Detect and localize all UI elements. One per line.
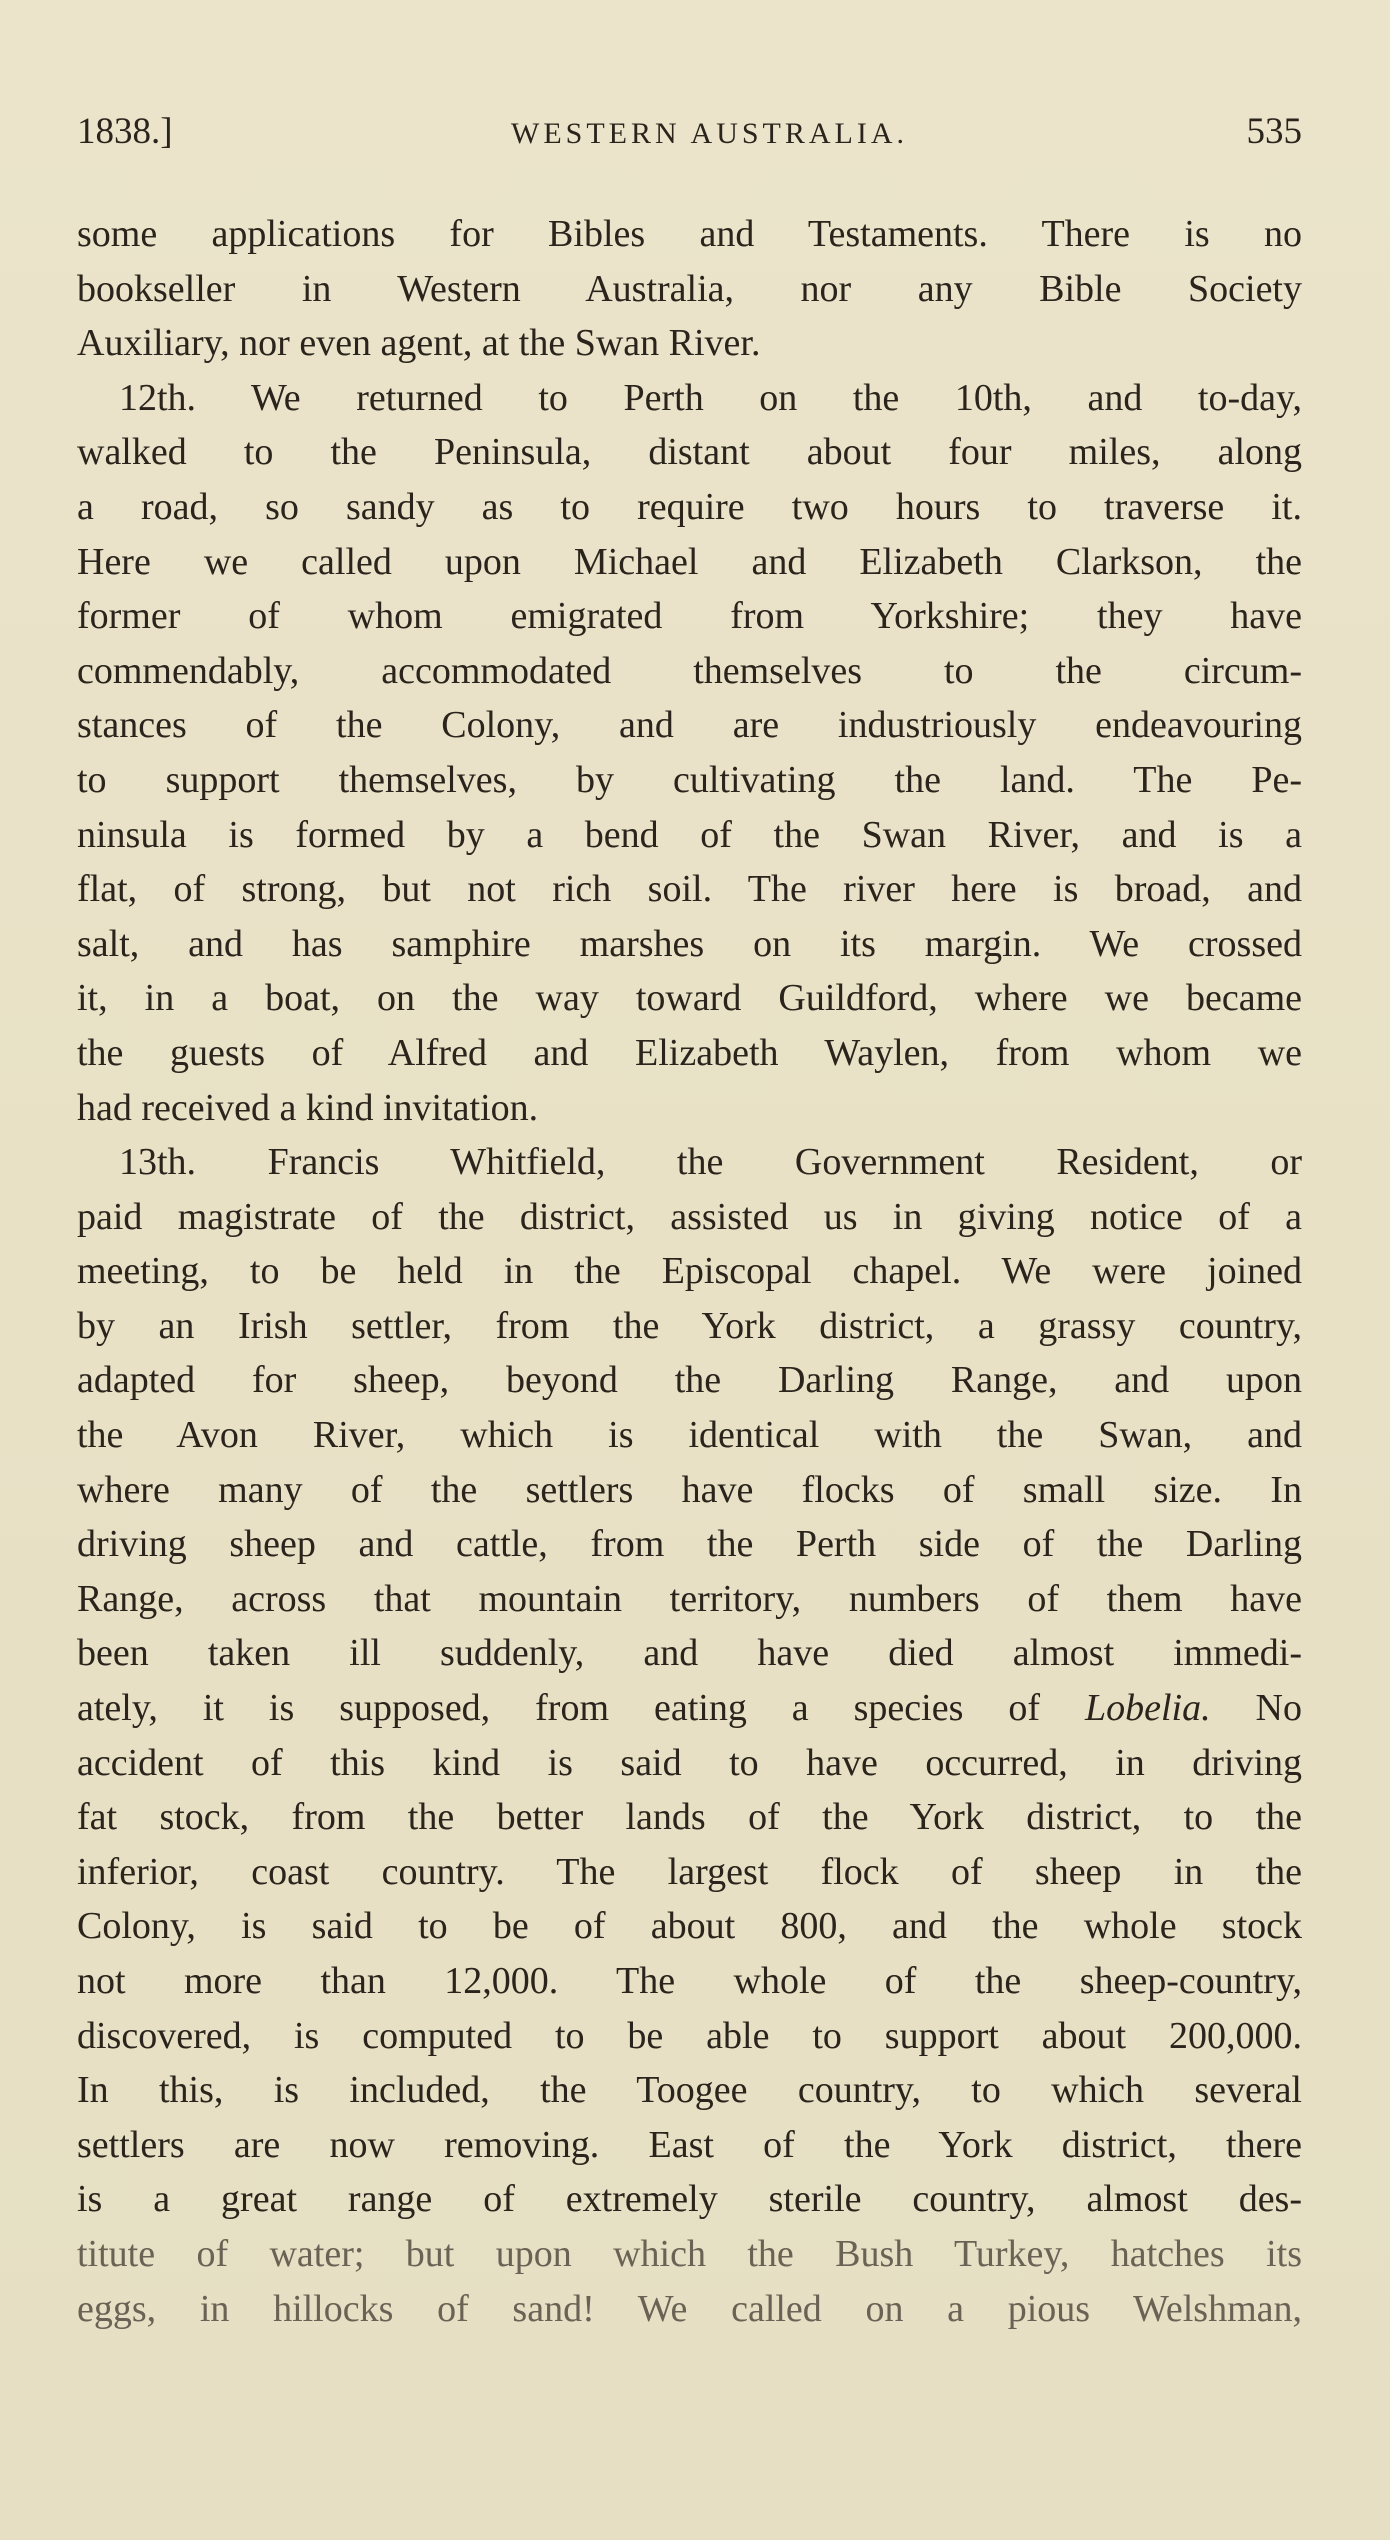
text-line: 12th. We returned to Perth on the 10th, and to-day, xyxy=(119,376,1302,419)
text-line: is a great range of extremely sterile country, almost des- xyxy=(77,2178,1302,2221)
text-line: former of whom emigrated from Yorkshire; they have xyxy=(77,595,1302,638)
text-line: not more than 12,000. The whole of the sheep-country, xyxy=(77,1960,1302,2002)
text-line: Colony, is said to be of about 800, and the whole stock xyxy=(77,1905,1302,1948)
text-line: by an Irish settler, from the York district, a grassy country, xyxy=(77,1304,1302,1347)
text-line: bookseller in Western Australia, nor any Bible Society xyxy=(77,267,1302,310)
text-line: In this, is included, the Toogee country, to which several xyxy=(77,2069,1302,2112)
text-line: the Avon River, which is identical with the Swan, and xyxy=(77,1414,1302,1457)
text-line: had received a kind invitation. xyxy=(77,1086,539,1129)
text-line: been taken ill suddenly, and have died almost immedi- xyxy=(77,1632,1302,1675)
text-line: meeting, to be held in the Episcopal chapel. We were joined xyxy=(77,1250,1302,1293)
text-line: Auxiliary, nor even agent, at the Swan River. xyxy=(77,322,761,365)
text-line: a road, so sandy as to require two hours to traverse it. xyxy=(77,485,1302,528)
body-text xyxy=(77,207,1302,2336)
text-line: fat stock, from the better lands of the York district, to the xyxy=(77,1796,1302,1839)
text-line: accident of this kind is said to have occurred, in driving xyxy=(77,1741,1302,1784)
text-line: to support themselves, by cultivating the land. The Pe- xyxy=(77,758,1302,801)
running-title: WESTERN AUSTRALIA. xyxy=(511,117,909,150)
text-line xyxy=(77,1681,1302,1736)
text-line: Here we called upon Michael and Elizabeth Clarkson, the xyxy=(77,540,1302,583)
text-line: settlers are now removing. East of the York district, there xyxy=(77,2123,1302,2166)
text-run: ately, it is supposed, from eating a species of xyxy=(77,1687,1085,1730)
text-line: the guests of Alfred and Elizabeth Waylen, from whom we xyxy=(77,1031,1302,1074)
text-line: walked to the Peninsula, distant about four miles, along xyxy=(77,431,1302,474)
text-line: ninsula is formed by a bend of the Swan River, and is a xyxy=(77,813,1302,856)
text-line: Range, across that mountain territory, numbers of them have xyxy=(77,1577,1302,1620)
text-line: driving sheep and cattle, from the Perth side of the Darling xyxy=(77,1523,1302,1566)
page-number: 535 xyxy=(1246,111,1302,152)
text-line: inferior, coast country. The largest flock of sheep in the xyxy=(77,1850,1302,1893)
text-line: discovered, is computed to be able to support about 200,000. xyxy=(77,2014,1302,2057)
text-run: No xyxy=(1210,1687,1303,1730)
text-line: paid magistrate of the district, assisted us in giving notice of a xyxy=(77,1195,1302,1238)
text-line: stances of the Colony, and are industriously endeavouring xyxy=(77,704,1302,747)
text-line: commendably, accommodated themselves to the circum- xyxy=(77,649,1302,692)
text-line: salt, and has samphire marshes on its margin. We crossed xyxy=(77,922,1302,965)
text-line: some applications for Bibles and Testaments. There is no xyxy=(77,213,1302,255)
header-year: 1838.] xyxy=(77,111,173,152)
text-line: where many of the settlers have flocks of small size. In xyxy=(77,1468,1302,1511)
italic-text-run: Lobelia. xyxy=(1084,1687,1211,1730)
text-line: titute of water; but upon which the Bush Turkey, hatches its xyxy=(77,2232,1302,2275)
page-header xyxy=(77,110,1302,160)
text-line: adapted for sheep, beyond the Darling Range, and upon xyxy=(77,1359,1302,1402)
text-line: 13th. Francis Whitfield, the Government Resident, or xyxy=(119,1141,1302,1184)
text-line: it, in a boat, on the way toward Guildford, where we became xyxy=(77,977,1302,1020)
text-line: flat, of strong, but not rich soil. The river here is broad, and xyxy=(77,868,1302,911)
text-line: eggs, in hillocks of sand! We called on a pious Welshman, xyxy=(77,2287,1302,2330)
